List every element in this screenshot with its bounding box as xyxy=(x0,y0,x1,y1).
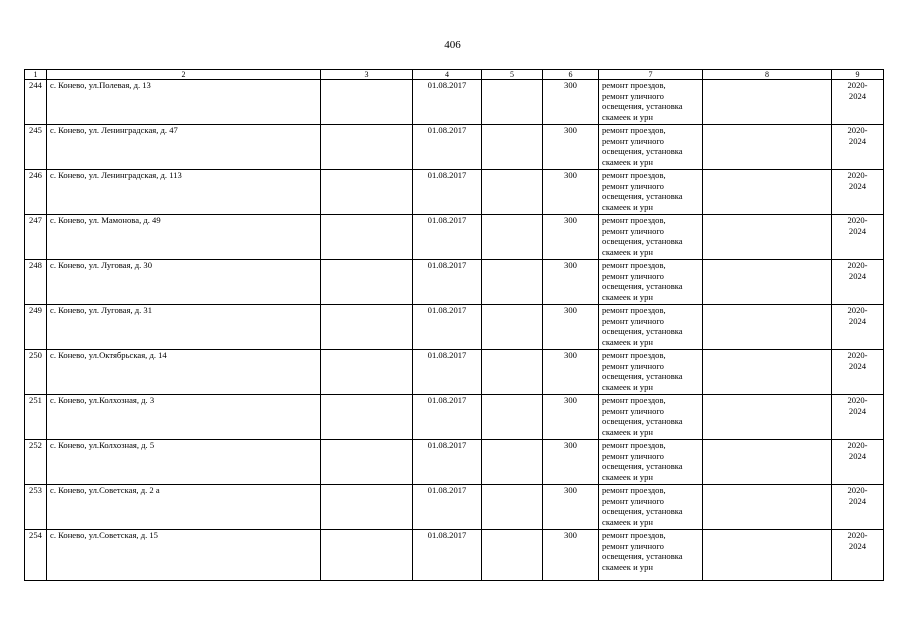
address-cell: с. Конево, ул.Советская, д. 15 xyxy=(47,530,321,581)
period-cell: 2020- 2024 xyxy=(832,395,884,440)
row-number: 244 xyxy=(25,80,47,125)
works-cell: ремонт проездов, ремонт уличного освещения, установка скамеек и урн xyxy=(599,170,703,215)
date-cell: 01.08.2017 xyxy=(413,395,482,440)
row-number: 248 xyxy=(25,260,47,305)
address-cell: с. Конево, ул. Луговая, д. 31 xyxy=(47,305,321,350)
column-header: 7 xyxy=(599,70,703,80)
table-row xyxy=(25,395,884,440)
table-row xyxy=(25,305,884,350)
works-cell: ремонт проездов, ремонт уличного освещения, установка скамеек и урн xyxy=(599,260,703,305)
address-cell: с. Конево, ул.Советская, д. 2 а xyxy=(47,485,321,530)
period-cell: 2020- 2024 xyxy=(832,440,884,485)
row-number: 249 xyxy=(25,305,47,350)
address-cell: с. Конево, ул.Колхозная, д. 5 xyxy=(47,440,321,485)
empty-cell xyxy=(482,440,543,485)
empty-cell xyxy=(482,215,543,260)
column-header: 6 xyxy=(543,70,599,80)
works-cell: ремонт проездов, ремонт уличного освещения, установка скамеек и урн xyxy=(599,125,703,170)
period-cell: 2020- 2024 xyxy=(832,530,884,581)
period-cell: 2020- 2024 xyxy=(832,305,884,350)
value-cell: 300 xyxy=(543,215,599,260)
empty-cell xyxy=(321,125,413,170)
period-cell: 2020- 2024 xyxy=(832,80,884,125)
empty-cell xyxy=(321,485,413,530)
empty-cell xyxy=(482,395,543,440)
page-number: 406 xyxy=(444,39,461,51)
empty-cell xyxy=(482,80,543,125)
works-cell: ремонт проездов, ремонт уличного освещения, установка скамеек и урн xyxy=(599,395,703,440)
value-cell: 300 xyxy=(543,305,599,350)
table-row xyxy=(25,350,884,395)
empty-cell xyxy=(482,305,543,350)
empty-cell xyxy=(321,440,413,485)
row-number: 252 xyxy=(25,440,47,485)
row-number: 247 xyxy=(25,215,47,260)
empty-cell xyxy=(321,80,413,125)
date-cell: 01.08.2017 xyxy=(413,215,482,260)
works-cell: ремонт проездов, ремонт уличного освещения, установка скамеек и урн xyxy=(599,485,703,530)
column-header: 5 xyxy=(482,70,543,80)
period-cell: 2020- 2024 xyxy=(832,125,884,170)
address-cell: с. Конево, ул. Ленинградская, д. 47 xyxy=(47,125,321,170)
table-row xyxy=(25,125,884,170)
value-cell: 300 xyxy=(543,170,599,215)
works-cell: ремонт проездов, ремонт уличного освещения, установка скамеек и урн xyxy=(599,80,703,125)
address-cell: с. Конево, ул. Мамонова, д. 49 xyxy=(47,215,321,260)
period-cell: 2020- 2024 xyxy=(832,215,884,260)
empty-cell xyxy=(703,125,832,170)
works-cell: ремонт проездов, ремонт уличного освещения, установка скамеек и урн xyxy=(599,440,703,485)
date-cell: 01.08.2017 xyxy=(413,350,482,395)
empty-cell xyxy=(321,215,413,260)
empty-cell xyxy=(703,530,832,581)
period-cell: 2020- 2024 xyxy=(832,170,884,215)
address-cell: с. Конево, ул.Колхозная, д. 3 xyxy=(47,395,321,440)
empty-cell xyxy=(703,440,832,485)
empty-cell xyxy=(703,80,832,125)
empty-cell xyxy=(321,260,413,305)
date-cell: 01.08.2017 xyxy=(413,485,482,530)
empty-cell xyxy=(482,485,543,530)
address-cell: с. Конево, ул.Октябрьская, д. 14 xyxy=(47,350,321,395)
value-cell: 300 xyxy=(543,485,599,530)
period-cell: 2020- 2024 xyxy=(832,260,884,305)
table-row xyxy=(25,485,884,530)
date-cell: 01.08.2017 xyxy=(413,440,482,485)
row-number: 254 xyxy=(25,530,47,581)
value-cell: 300 xyxy=(543,395,599,440)
empty-cell xyxy=(482,170,543,215)
date-cell: 01.08.2017 xyxy=(413,80,482,125)
date-cell: 01.08.2017 xyxy=(413,125,482,170)
works-cell: ремонт проездов, ремонт уличного освещения, установка скамеек и урн xyxy=(599,350,703,395)
column-header: 3 xyxy=(321,70,413,80)
empty-cell xyxy=(703,260,832,305)
empty-cell xyxy=(703,350,832,395)
empty-cell xyxy=(482,125,543,170)
row-number: 246 xyxy=(25,170,47,215)
objects-table xyxy=(24,69,884,581)
value-cell: 300 xyxy=(543,80,599,125)
works-cell: ремонт проездов, ремонт уличного освещения, установка скамеек и урн xyxy=(599,305,703,350)
header-row xyxy=(25,70,884,80)
value-cell: 300 xyxy=(543,530,599,581)
works-cell: ремонт проездов, ремонт уличного освещения, установка скамеек и урн xyxy=(599,530,703,581)
row-number: 245 xyxy=(25,125,47,170)
date-cell: 01.08.2017 xyxy=(413,170,482,215)
empty-cell xyxy=(703,395,832,440)
value-cell: 300 xyxy=(543,440,599,485)
empty-cell xyxy=(703,305,832,350)
table-row xyxy=(25,170,884,215)
empty-cell xyxy=(321,350,413,395)
column-header: 2 xyxy=(47,70,321,80)
works-cell: ремонт проездов, ремонт уличного освещения, установка скамеек и урн xyxy=(599,215,703,260)
row-number: 250 xyxy=(25,350,47,395)
date-cell: 01.08.2017 xyxy=(413,260,482,305)
empty-cell xyxy=(321,170,413,215)
empty-cell xyxy=(703,485,832,530)
value-cell: 300 xyxy=(543,350,599,395)
column-header: 8 xyxy=(703,70,832,80)
empty-cell xyxy=(321,395,413,440)
date-cell: 01.08.2017 xyxy=(413,530,482,581)
table-row xyxy=(25,215,884,260)
column-header: 9 xyxy=(832,70,884,80)
table-row xyxy=(25,440,884,485)
table-row xyxy=(25,530,884,581)
period-cell: 2020- 2024 xyxy=(832,350,884,395)
period-cell: 2020- 2024 xyxy=(832,485,884,530)
empty-cell xyxy=(321,305,413,350)
table-row xyxy=(25,80,884,125)
empty-cell xyxy=(321,530,413,581)
address-cell: с. Конево, ул. Луговая, д. 30 xyxy=(47,260,321,305)
empty-cell xyxy=(703,215,832,260)
table-row xyxy=(25,260,884,305)
column-header: 4 xyxy=(413,70,482,80)
empty-cell xyxy=(482,260,543,305)
date-cell: 01.08.2017 xyxy=(413,305,482,350)
value-cell: 300 xyxy=(543,260,599,305)
value-cell: 300 xyxy=(543,125,599,170)
row-number: 251 xyxy=(25,395,47,440)
empty-cell xyxy=(482,350,543,395)
column-header: 1 xyxy=(25,70,47,80)
empty-cell xyxy=(482,530,543,581)
empty-cell xyxy=(703,170,832,215)
row-number: 253 xyxy=(25,485,47,530)
address-cell: с. Конево, ул. Ленинградская, д. 113 xyxy=(47,170,321,215)
address-cell: с. Конево, ул.Полевая, д. 13 xyxy=(47,80,321,125)
